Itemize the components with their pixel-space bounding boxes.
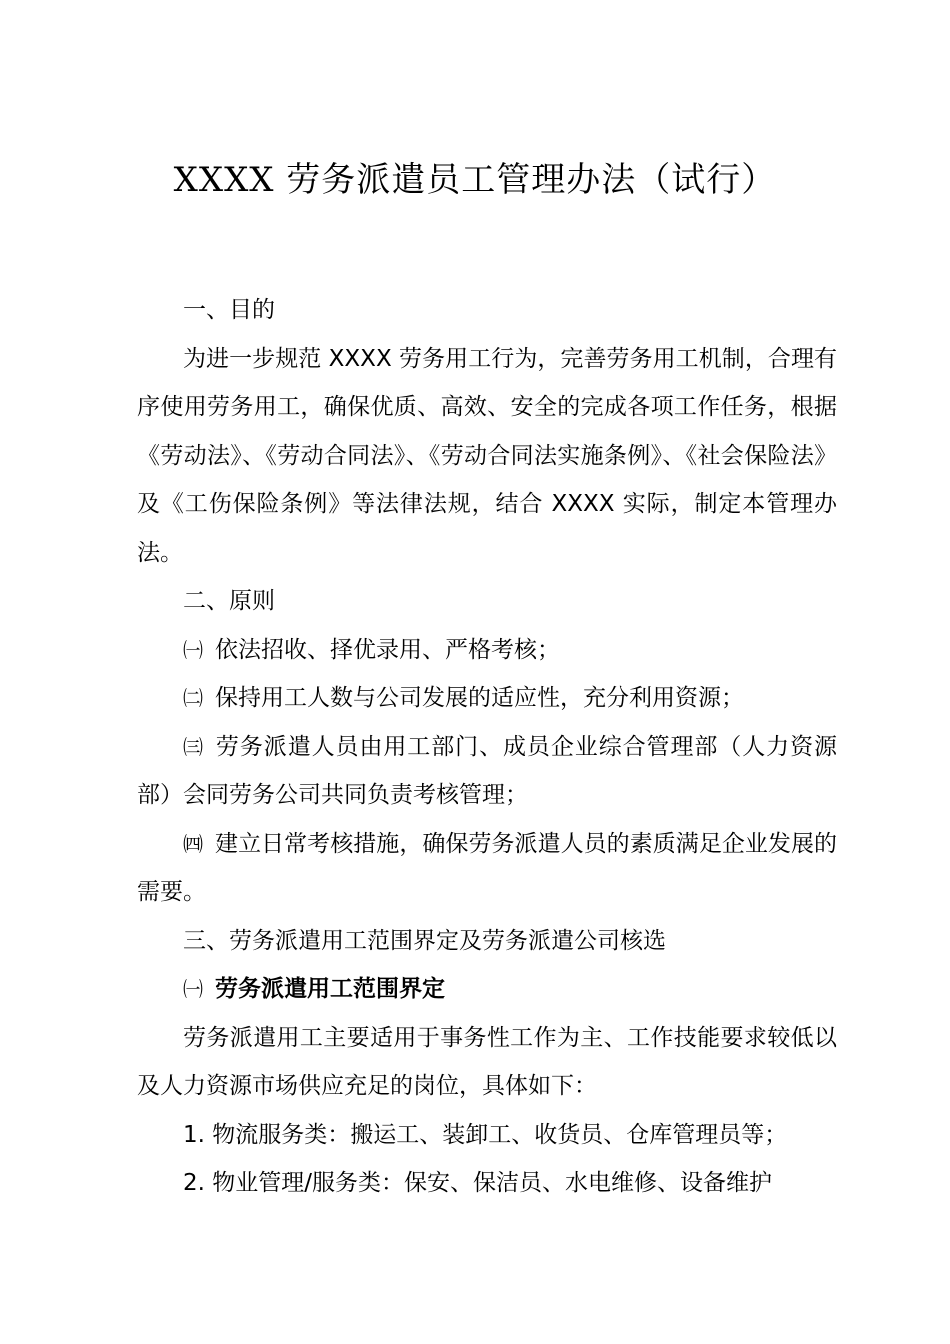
- item-text: 保持用工人数与公司发展的适应性，充分利用资源；: [215, 685, 744, 711]
- subsection-heading-text: 劳务派遣用工范围界定: [215, 976, 445, 1002]
- list-text: 物业管理/服务类：保安、保洁员、水电维修、设备维护: [212, 1170, 773, 1196]
- document-body: [137, 286, 837, 1208]
- item-marker: ㈠: [183, 637, 203, 662]
- principle-item: [137, 723, 837, 820]
- item-text: 劳务派遣人员由用工部门、成员企业综合管理部（人力资源部）会同劳务公司共同负责考核管理；: [137, 733, 837, 808]
- item-text: 依法招收、择优录用、严格考核；: [215, 636, 560, 663]
- scope-list-item: [137, 1159, 837, 1208]
- purpose-paragraph: 为进一步规范 XXXX 劳务用工行为，完善劳务用工机制，合理有序使用劳务用工，确保优质、高效、安全的完成各项工作任务，根据《劳动法》、《劳动合同法》、《劳动合同法实施条例》、《社会保险法》及《工伤保险条例》等法律法规，结合 XXXX 实际，制定本管理办法。: [137, 345, 837, 566]
- principle-item: [137, 626, 837, 675]
- item-marker: ㈡: [183, 686, 203, 710]
- subsection-heading-scope: [137, 965, 837, 1014]
- list-text: 物流服务类：搬运工、装卸工、收货员、仓库管理员等；: [212, 1121, 788, 1148]
- scope-paragraph: 劳务派遣用工主要适用于事务性工作为主、工作技能要求较低以及人力资源市场供应充足的岗位，具体如下：: [137, 1024, 837, 1099]
- document-title: XXXX 劳务派遣员工管理办法（试行）: [173, 160, 777, 200]
- scope-list-item: [137, 1111, 837, 1160]
- principle-item: [137, 820, 837, 917]
- item-marker: ㈣: [183, 831, 203, 856]
- item-marker: ㈢: [183, 734, 203, 759]
- section-heading-purpose: 一、目的: [183, 297, 275, 323]
- item-text: 建立日常考核措施，确保劳务派遣人员的素质满足企业发展的需要。: [137, 830, 837, 905]
- item-marker: ㈠: [183, 977, 203, 1001]
- list-number: 1.: [183, 1121, 205, 1148]
- list-number: 2.: [183, 1170, 205, 1196]
- section-heading-scope: 三、劳务派遣用工范围界定及劳务派遣公司核选: [183, 927, 666, 954]
- section-heading-principles: 二、原则: [183, 588, 275, 614]
- principle-item: [137, 674, 837, 723]
